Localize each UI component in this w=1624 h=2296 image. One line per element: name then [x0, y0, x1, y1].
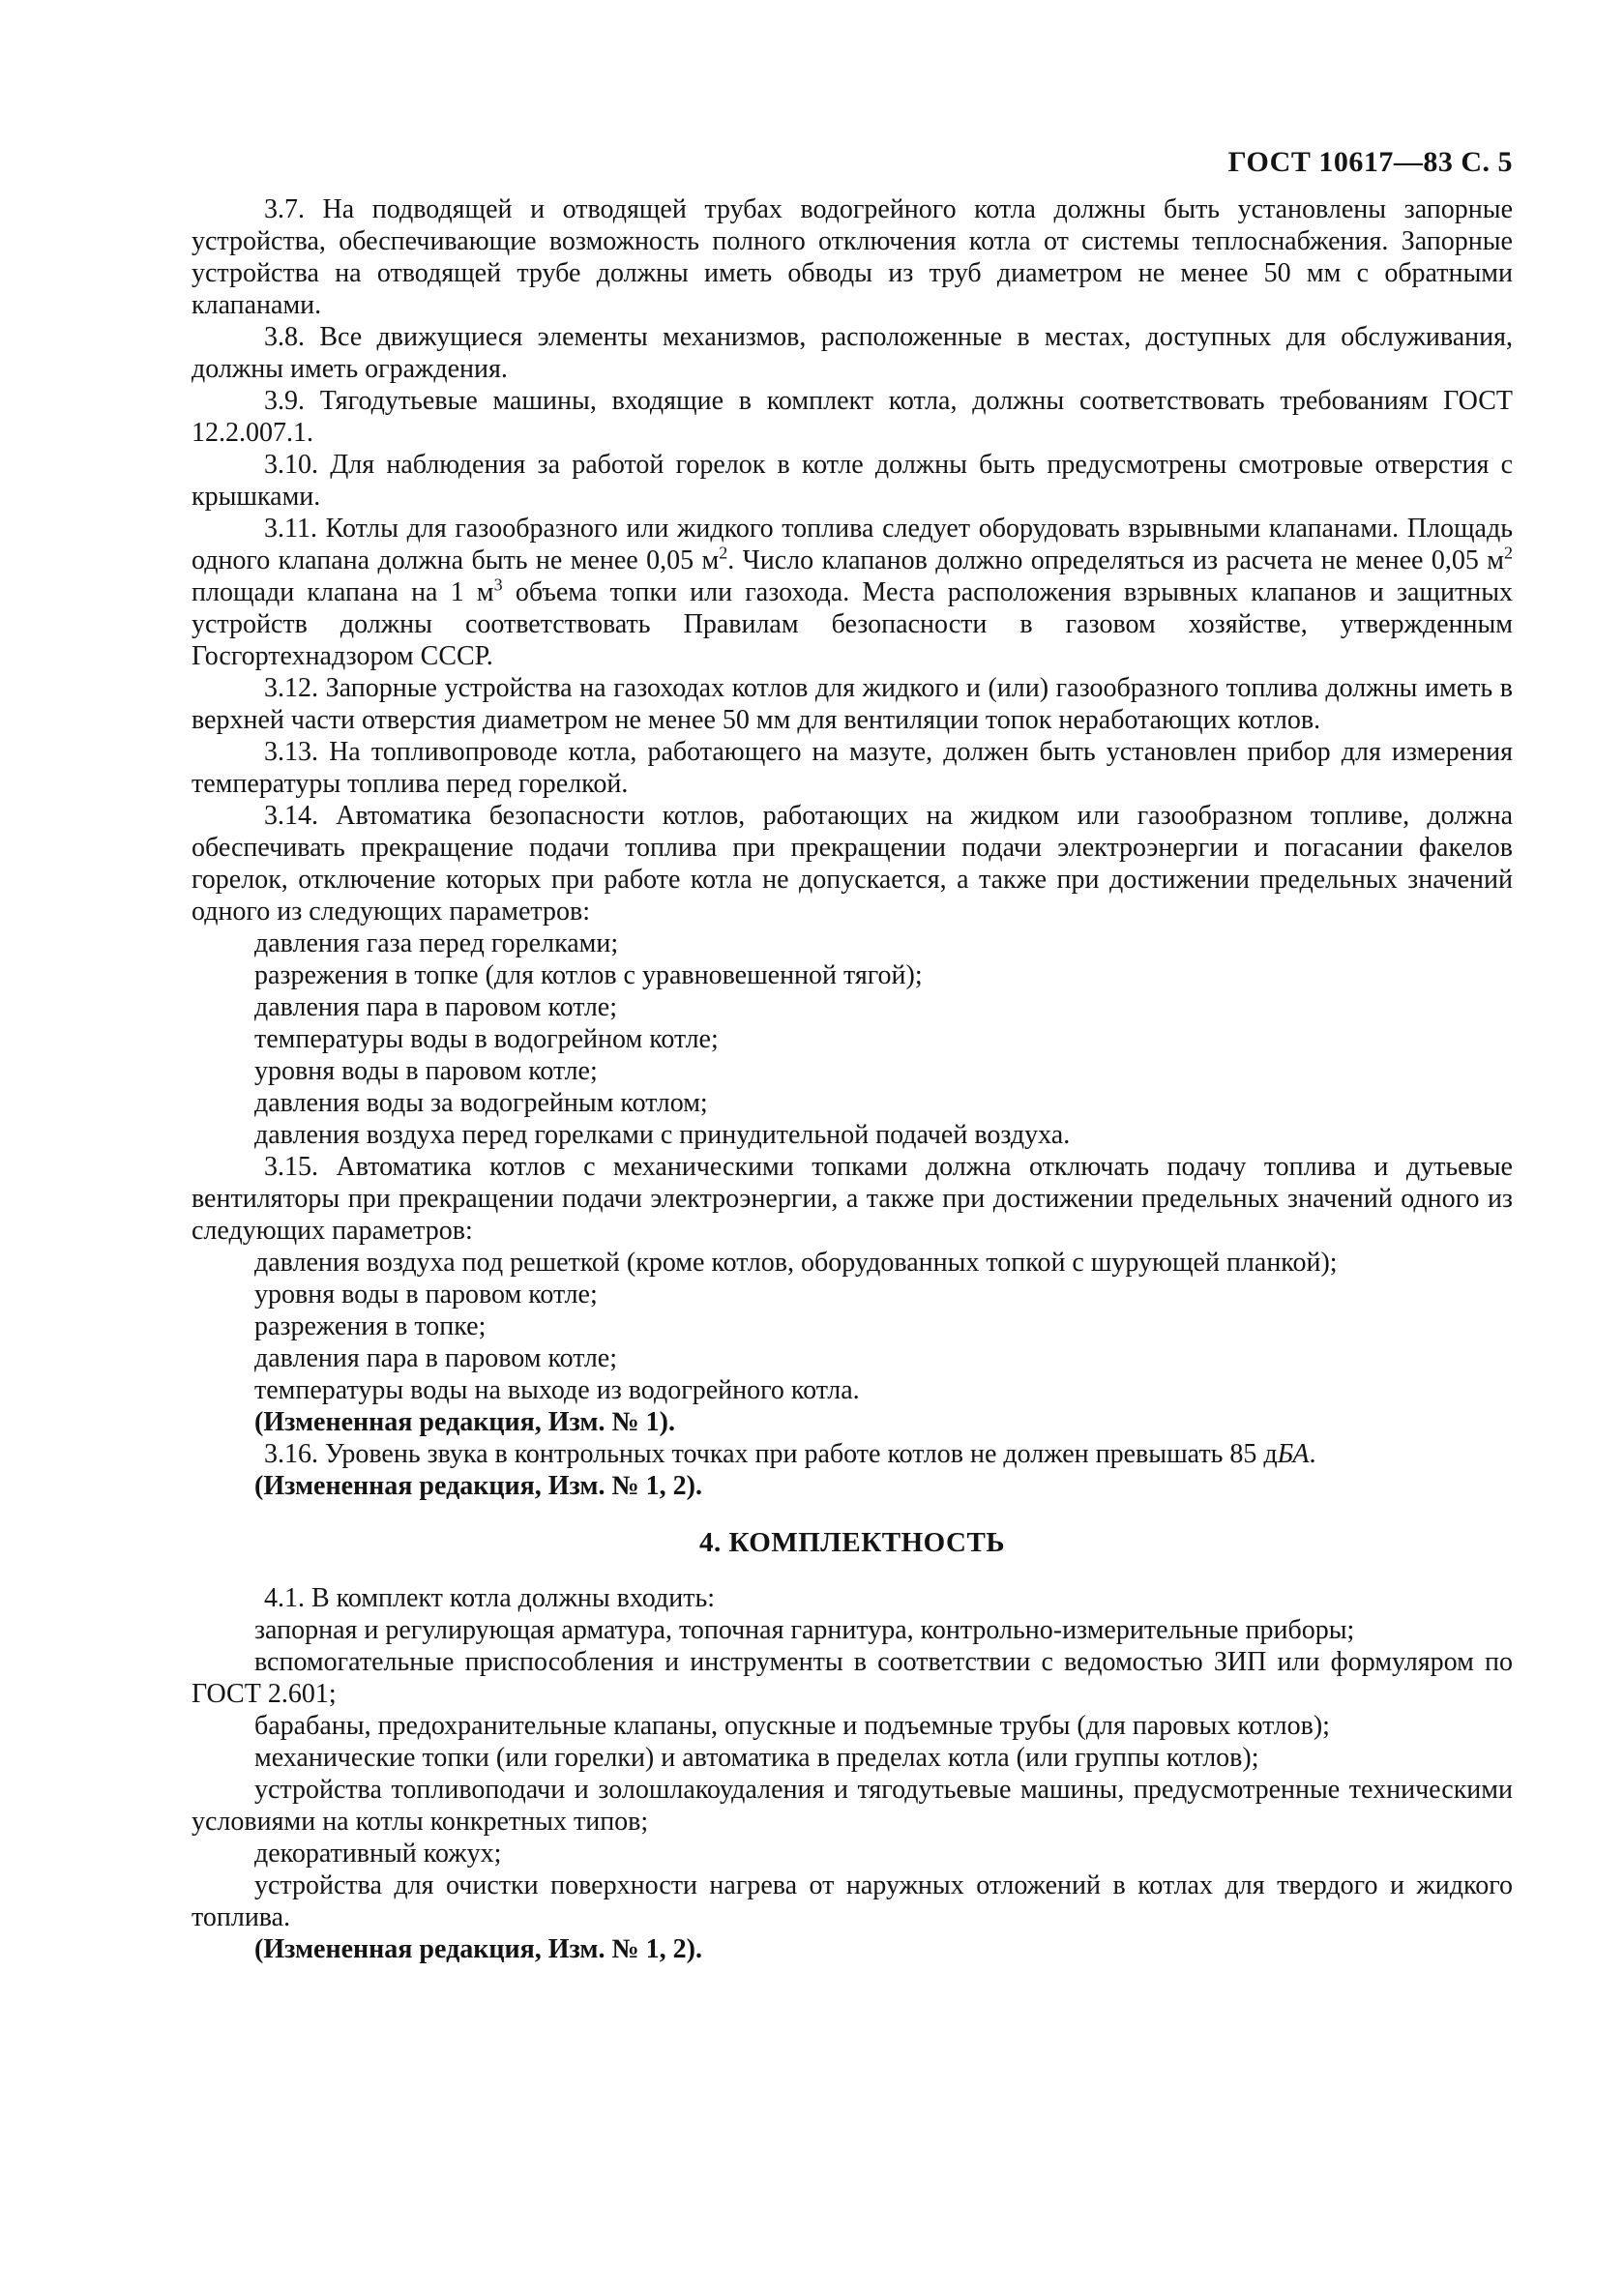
paragraph-3-7: 3.7. На подводящей и отводящей трубах водогрейного котла должны быть установлены запорные устройства, обеспечивающие возможность полного отключения котла от системы теплоснабжения. Запорные устройства на отводящей трубе должны иметь обводы из труб диаметром не менее 50 мм с обратными клапанами.: [192, 194, 1513, 320]
paragraph-3-16-text: 3.16. Уровень звука в контрольных точках при работе котлов не должен превышать 85 д: [264, 1439, 1278, 1469]
paragraph-3-12: 3.12. Запорные устройства на газоходах котлов для жидкого и (или) газообразного топлива должны иметь в верхней части отверстия диаметром не менее 50 мм для вентиляции топок неработающих котлов.: [192, 673, 1513, 735]
paragraph-3-11-part4: объема топки или газохода. Места расположения взрывных клапанов и защитных устройств должны соответствовать Правилам безопасности в газовом хозяйстве, утвержденным Госгортехнадзором СССР.: [192, 577, 1514, 671]
list-item: механические топки (или горелки) и автоматика в пределах котла (или группы котлов);: [254, 1743, 1259, 1773]
list-item: температуры воды на выходе из водогрейного котла.: [254, 1375, 860, 1405]
paragraph-3-16-unit: БА: [1277, 1439, 1310, 1469]
superscript-3: 3: [493, 574, 503, 595]
paragraph-3-8: 3.8. Все движущиеся элементы механизмов, расположенные в местах, доступных для обслуживания, должны иметь ограждения.: [192, 322, 1513, 384]
paragraph-3-11-part2: . Число клапанов должно определяться из расчета не менее 0,05 м: [727, 545, 1504, 575]
amendment-note-3-15: (Измененная редакция, Изм. № 1).: [254, 1407, 675, 1437]
list-item: устройства топливоподачи и золошлакоудаления и тягодутьевые машины, предусмотренные техническими условиями на котлы конкретных типов;: [192, 1775, 1513, 1837]
paragraph-3-9: 3.9. Тягодутьевые машины, входящие в комплект котла, должны соответствовать требованиям ГОСТ 12.2.007.1.: [192, 386, 1513, 448]
superscript-2: 2: [1504, 543, 1513, 563]
list-item: давления воздуха под решеткой (кроме котлов, оборудованных топкой с шурующей планкой);: [254, 1248, 1338, 1278]
list-item: устройства для очистки поверхности нагрева от наружных отложений в котлах для твердого и жидкого топлива.: [192, 1870, 1513, 1932]
paragraph-3-16-end: .: [1309, 1439, 1316, 1469]
paragraph-3-10: 3.10. Для наблюдения за работой горелок в котле должны быть предусмотрены смотровые отверстия с крышками.: [192, 450, 1513, 512]
list-item: запорная и регулирующая арматура, топочная гарнитура, контрольно-измерительные приборы;: [254, 1615, 1355, 1645]
list-item: уровня воды в паровом котле;: [254, 1056, 598, 1086]
list-item: уровня воды в паровом котле;: [254, 1280, 598, 1310]
list-item: разрежения в топке;: [254, 1311, 487, 1341]
page-header: ГОСТ 10617—83 С. 5: [1227, 146, 1513, 178]
paragraph-3-14: 3.14. Автоматика безопасности котлов, работающих на жидком или газообразном топливе, должна обеспечивать прекращение подачи топлива при прекращении подачи электроэнергии и погасании факелов горелок, отключение которых при работе котла не допускается, а также при достижении предельных значений одного из следующих параметров:: [192, 801, 1513, 927]
list-item: давления газа перед горелками;: [254, 928, 619, 958]
amendment-note-4: (Измененная редакция, Изм. № 1, 2).: [254, 1934, 702, 1964]
paragraph-3-11-part3: площади клапана на 1 м: [192, 577, 494, 607]
paragraph-3-11-part1: 3.11. Котлы для газообразного или жидкого топлива следует оборудовать взрывными клапанами. Площадь одного клапана должна быть не менее 0,05 м: [192, 514, 1513, 575]
list-item: давления пара в паровом котле;: [254, 1343, 617, 1373]
paragraph-3-15: 3.15. Автоматика котлов с механическими топками должна отключать подачу топлива и дутьевые вентиляторы при прекращении подачи электроэнергии, а также при достижении предельных значений одного из следующих параметров:: [192, 1152, 1513, 1246]
paragraph-4-1: 4.1. В комплект котла должны входить:: [264, 1583, 716, 1613]
paragraph-3-16: [192, 1438, 1513, 1470]
list-item: разрежения в топке (для котлов с уравновешенной тягой);: [254, 960, 923, 990]
section-4-title: 4. КОМПЛЕКТНОСТЬ: [698, 1527, 1006, 1558]
paragraph-3-13: 3.13. На топливопроводе котла, работающего на мазуте, должен быть установлен прибор для измерения температуры топлива перед горелкой.: [192, 737, 1513, 799]
superscript-2: 2: [719, 543, 728, 563]
paragraph-3-11: [192, 513, 1513, 672]
list-item: давления воды за водогрейным котлом;: [254, 1088, 708, 1118]
list-item: барабаны, предохранительные клапаны, опускные и подъемные трубы (для паровых котлов);: [254, 1711, 1330, 1741]
amendment-note-3-16: (Измененная редакция, Изм. № 1, 2).: [254, 1471, 702, 1501]
document-body: [192, 193, 1513, 1965]
list-item: температуры воды в водогрейном котле;: [254, 1024, 719, 1054]
list-item: декоративный кожух;: [254, 1839, 502, 1869]
list-item: давления пара в паровом котле;: [254, 992, 617, 1022]
list-item: давления воздуха перед горелками с принудительной подачей воздуха.: [254, 1120, 1071, 1150]
list-item: вспомогательные приспособления и инструменты в соответствии с ведомостью ЗИП или формуляром по ГОСТ 2.601;: [192, 1647, 1513, 1709]
